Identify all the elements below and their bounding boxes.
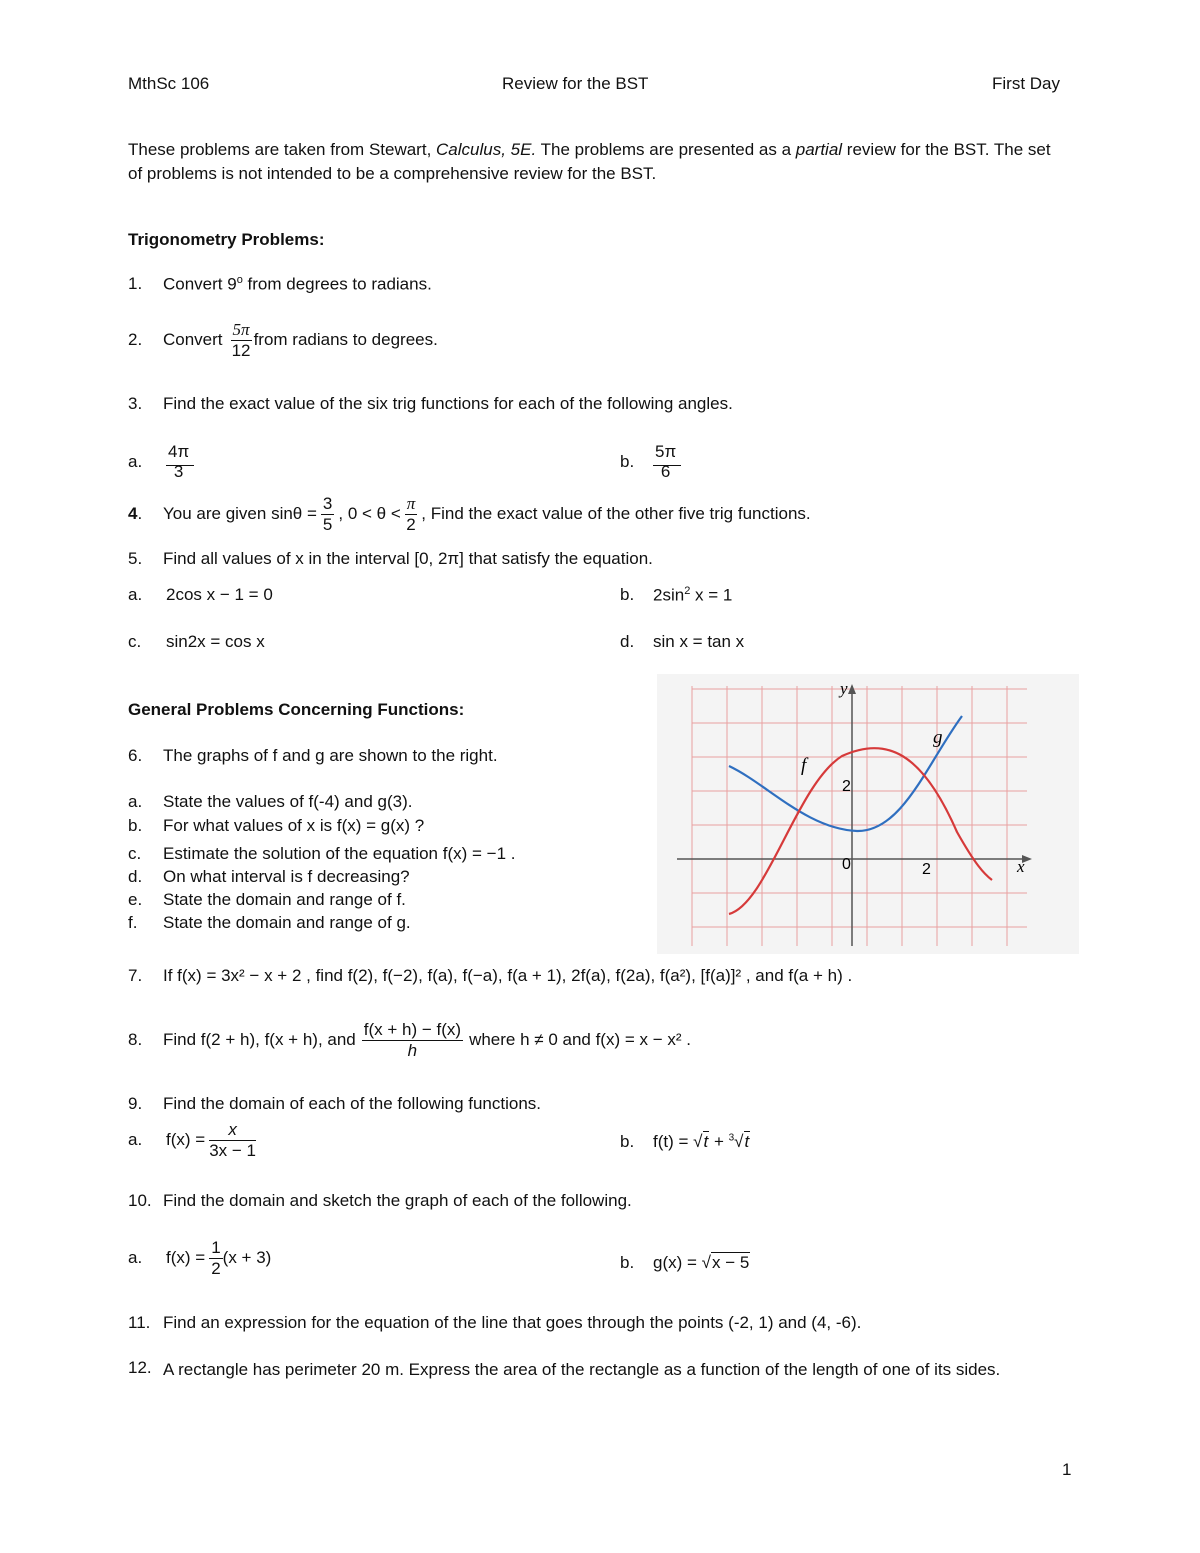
q5-number: 5. [128, 549, 143, 568]
q10a-expression: (x + 3) [222, 1248, 272, 1268]
q8-number: 8. [128, 1030, 143, 1050]
q4-interval: , 0 < θ < [338, 504, 401, 524]
sqrt-symbol: √ [693, 1132, 703, 1151]
q2-text: Convert [163, 330, 223, 350]
q8-text: Find f(2 + h), f(x + h), and [163, 1030, 356, 1050]
q5-part-d [620, 632, 745, 652]
q6-number: 6. [128, 746, 143, 765]
q4-fraction-3-5: $\frac{3}{5}$ [322, 494, 333, 534]
y-axis-label: y [840, 679, 848, 698]
q4-text-post: , Find the exact value of the other five trig functions. [421, 504, 811, 524]
header-course: MthSc 106 [128, 74, 210, 93]
q10b-label: b. [620, 1253, 635, 1272]
q10a-fraction: $\frac{1}{2}$ [211, 1238, 221, 1278]
q6-part: f. State the domain and range of g. [128, 912, 411, 932]
q5c-label: c. [128, 632, 142, 651]
q9-text: Find the domain of each of the following functions. [163, 1094, 542, 1113]
f-label: f [801, 755, 807, 776]
question-6 [128, 746, 498, 766]
question-8 [128, 1020, 691, 1060]
q3b-label: b. [620, 451, 635, 471]
question-11 [128, 1313, 862, 1333]
q10b-function: g(x) = [653, 1253, 702, 1272]
q2-number: 2. [128, 330, 143, 350]
graph-f-and-g [657, 674, 1079, 954]
q5-part-b [620, 585, 733, 605]
question-10 [128, 1191, 632, 1211]
q10b-radicand: x − 5 [712, 1253, 750, 1272]
q3b-fraction: 5π 6 [655, 442, 677, 481]
q5d-label: d. [620, 632, 635, 651]
q3a-fraction: 4π 3 [168, 442, 190, 481]
q6-part: c. Estimate the solution of the equation f(x) = −1 . [128, 843, 516, 863]
q6-part: e. State the domain and range of f. [128, 890, 406, 910]
q10a-label: a. [128, 1248, 143, 1268]
q9b-function: f(t) = [653, 1132, 694, 1151]
q4-given: You are given sinθ = [163, 504, 317, 524]
intro-partial: partial [795, 140, 843, 159]
q11-text: Find an expression for the equation of the line that goes through the points (-2, 1) and (4, -6). [163, 1313, 862, 1332]
section-heading-trig: Trigonometry Problems: [128, 230, 325, 249]
q7-number: 7. [128, 966, 143, 985]
graph-background [657, 674, 1079, 954]
q8-difference-quotient: $\frac{f(x + h) - f(x)}{h}$ [363, 1020, 462, 1060]
q11-number: 11. [128, 1313, 151, 1332]
q8-text-post: where h ≠ 0 and f(x) = x − x² . [469, 1030, 691, 1050]
q5a-equation: 2cos x − 1 = 0 [166, 585, 273, 604]
q3-part-a [128, 442, 191, 481]
header-day: First Day [992, 74, 1060, 93]
q1-degree: o [236, 274, 243, 286]
q10-number: 10. [128, 1191, 152, 1210]
q10-text: Find the domain and sketch the graph of each of the following. [163, 1191, 632, 1210]
q3b-fraction-bar [653, 465, 681, 466]
origin-label: 0 [842, 856, 851, 873]
q6-text: The graphs of f and g are shown to the right. [163, 746, 498, 765]
q4-number: 4 [128, 504, 138, 524]
q3-text: Find the exact value of the six trig functions for each of the following angles. [163, 394, 733, 413]
q5b-equation: 2sin [653, 585, 685, 605]
q1-text-post: from degrees to radians. [242, 274, 432, 294]
intro-text-2: The problems are presented as a [536, 140, 796, 159]
intro-book-title: Calculus, 5E. [436, 140, 537, 159]
q6-part: d. On what interval is f decreasing? [128, 867, 410, 887]
q4-dot: . [137, 504, 143, 524]
q5b-label: b. [620, 585, 635, 604]
question-3 [128, 394, 733, 414]
q5-part-c [128, 632, 265, 652]
q9-part-a [128, 1120, 256, 1160]
intro-text-3: review for the BST. The set of problems is not intended to be a comprehensive review for the BST. [128, 140, 1051, 183]
q1-number: 1. [128, 274, 143, 293]
q5b-equation-rest: x = 1 [690, 585, 733, 605]
q2-fraction: $\frac{5\pi}{12}$ [231, 320, 251, 360]
sqrt-symbol: √ [701, 1253, 711, 1272]
q6-part: b. For what values of x is f(x) = g(x) ? [128, 815, 425, 835]
x-axis-label: x [1017, 857, 1025, 876]
question-2 [128, 320, 438, 360]
question-5 [128, 549, 653, 569]
q9a-label: a. [128, 1130, 143, 1150]
question-7 [128, 966, 853, 986]
q3-part-b [620, 442, 678, 481]
q9-part-b [620, 1132, 750, 1152]
x-tick-2: 2 [922, 861, 931, 878]
q9b-radicand-1: t [703, 1132, 709, 1151]
q6-parts [128, 790, 515, 935]
question-12 [128, 1358, 1073, 1381]
q3-number: 3. [128, 394, 143, 413]
question-4 [128, 494, 811, 534]
q9a-fraction: $\frac{x}{3x - 1}$ [209, 1120, 256, 1160]
q9b-plus: + [709, 1132, 729, 1151]
q2-text-post: from radians to degrees. [253, 330, 438, 350]
header-title: Review for the BST [502, 74, 649, 93]
q12-text: A rectangle has perimeter 20 m. Express the area of the rectangle as a function of the length of one of its sides. [163, 1360, 1001, 1379]
q5c-equation: sin2x = cos x [166, 632, 265, 651]
q9b-root-index: 3 [728, 1132, 735, 1144]
intro-paragraph [128, 138, 1068, 186]
q4-fraction-pi-2: $\frac{\pi}{2}$ [406, 494, 416, 534]
q6-part: a. State the values of f(-4) and g(3). [128, 792, 413, 811]
q5b-exponent: 2 [684, 585, 691, 597]
q10a-function: f(x) = [166, 1248, 206, 1268]
q9-number: 9. [128, 1094, 143, 1113]
q9b-radicand-2: t [744, 1132, 750, 1151]
q5-text: Find all values of x in the interval [0, 2π] that satisfy the equation. [163, 549, 653, 568]
q5-part-a [128, 585, 273, 605]
q5d-equation: sin x = tan x [653, 632, 745, 651]
q1-text: Convert 9 [163, 274, 237, 294]
y-tick-2: 2 [842, 778, 851, 795]
q9b-label: b. [620, 1132, 635, 1151]
q10-part-a [128, 1238, 271, 1278]
q12-number: 12. [128, 1358, 152, 1377]
page-number: 1 [1062, 1460, 1072, 1479]
q9a-function: f(x) = [166, 1130, 206, 1150]
q3a-label: a. [128, 451, 143, 471]
q7-text: If f(x) = 3x² − x + 2 , find f(2), f(−2), f(a), f(−a), f(a + 1), 2f(a), f(2a), f(a²), [f(a)]² , and f(a + h) . [163, 966, 853, 985]
cbrt-symbol: √ [734, 1132, 744, 1151]
question-1 [128, 274, 432, 294]
question-9 [128, 1094, 542, 1114]
q3a-fraction-bar [166, 465, 194, 466]
q10-part-b [620, 1253, 750, 1273]
g-label: g [933, 727, 943, 748]
section-heading-functions: General Problems Concerning Functions: [128, 700, 465, 719]
intro-text-1: These problems are taken from Stewart, [128, 140, 437, 159]
q5a-label: a. [128, 585, 143, 604]
